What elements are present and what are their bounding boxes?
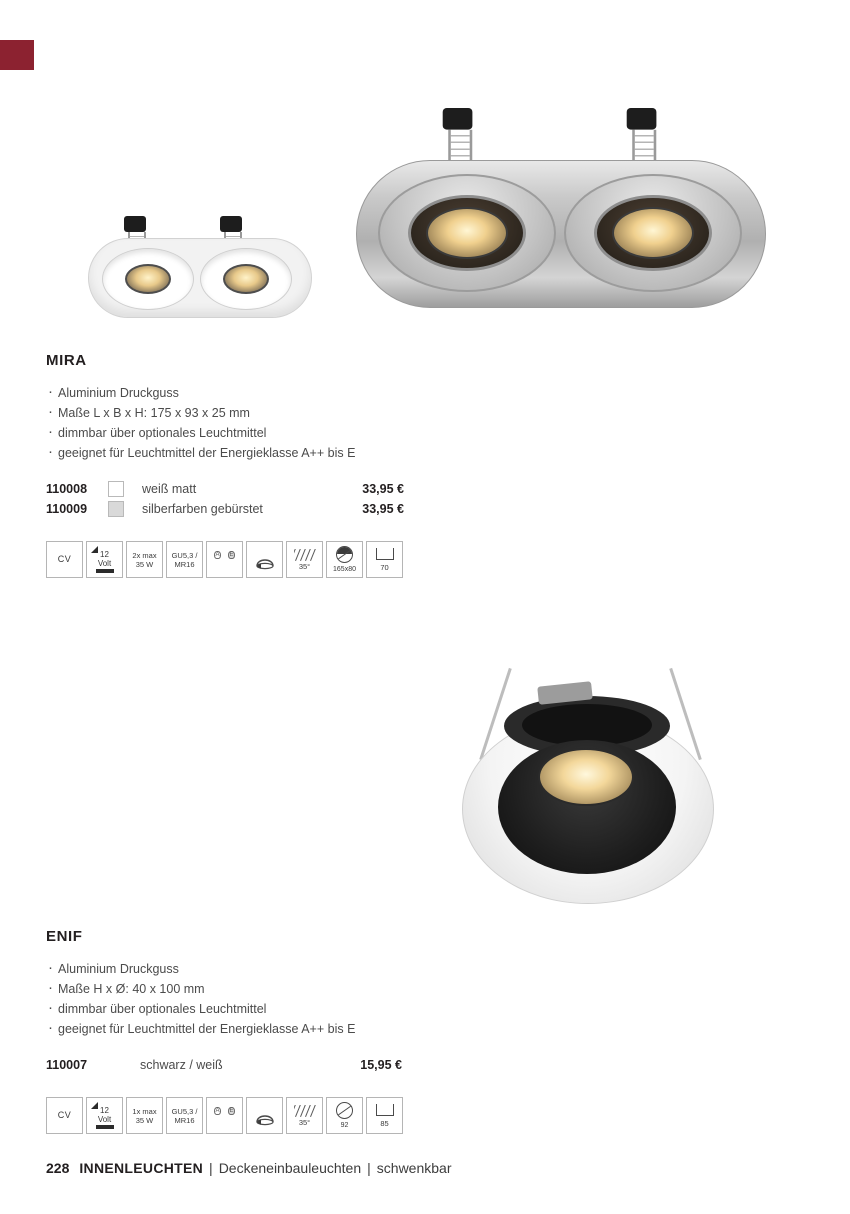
article-number: 110008: [46, 482, 88, 496]
cutout-value: 92: [340, 1121, 349, 1129]
variant-price: 33,95 €: [362, 502, 404, 516]
table-row[interactable]: [46, 479, 406, 499]
socket-line-1: GU5,3 /: [171, 550, 198, 560]
page-footer: [46, 1160, 451, 1176]
product-block-enif: [46, 928, 406, 1134]
table-row[interactable]: [46, 499, 406, 519]
variant-name: schwarz / weiß: [140, 1058, 223, 1072]
constant-voltage-icon: CV: [46, 541, 83, 578]
footer-separator-2: |: [367, 1160, 371, 1176]
page-number: 228: [46, 1160, 70, 1176]
voltage-icon: [86, 541, 123, 578]
product-image-enif: [452, 648, 732, 916]
swivel-icon: [246, 541, 283, 578]
feature-item: · Aluminium Druckguss: [46, 383, 406, 403]
energy-class-e: E: [229, 1107, 234, 1114]
socket-line-2: MR16: [174, 559, 195, 569]
product-image-mira-silver: [356, 100, 776, 326]
product-block-mira: [46, 352, 406, 578]
socket-type-icon: [166, 1097, 203, 1134]
wattage-value: 35 W: [135, 1115, 154, 1125]
feature-item: · Maße H x Ø: 40 x 100 mm: [46, 979, 406, 999]
product-feature-list: [46, 383, 406, 463]
footer-separator-1: |: [209, 1160, 213, 1176]
beam-angle-icon: [286, 541, 323, 578]
recess-depth-value: 85: [380, 1118, 389, 1128]
socket-line-2: MR16: [174, 1115, 195, 1125]
product-title: ENIF: [46, 928, 83, 945]
article-number: 110007: [46, 1058, 88, 1072]
feature-item: · Maße L x B x H: 175 x 93 x 25 mm: [46, 403, 406, 423]
beam-angle-icon: [286, 1097, 323, 1134]
energy-class-icon: [206, 541, 243, 578]
article-number: 110009: [46, 502, 88, 516]
feature-item: · dimmbar über optionales Leuchtmittel: [46, 999, 406, 1019]
spec-icon-strip: [46, 1097, 406, 1134]
socket-type-icon: [166, 541, 203, 578]
energy-class-a: A: [215, 551, 220, 558]
socket-line-1: GU5,3 /: [171, 1106, 198, 1116]
cutout-value: 165x80: [333, 565, 356, 573]
wattage-count: 1x max: [132, 1106, 157, 1116]
wattage-value: 35 W: [135, 559, 154, 569]
swivel-icon: [246, 1097, 283, 1134]
voltage-unit: Volt: [97, 1115, 112, 1124]
feature-item: · geeignet für Leuchtmittel der Energieklasse A++ bis E: [46, 1019, 406, 1039]
color-swatch: [108, 481, 124, 497]
voltage-value: 12: [100, 550, 109, 559]
wattage-icon: [126, 1097, 163, 1134]
variant-name: weiß matt: [142, 482, 197, 496]
voltage-value: 12: [100, 1106, 109, 1115]
cutout-icon: [326, 1097, 363, 1134]
energy-class-e: E: [229, 551, 234, 558]
table-row[interactable]: [46, 1055, 406, 1075]
variant-price: 33,95 €: [362, 482, 404, 496]
feature-item: · Aluminium Druckguss: [46, 959, 406, 979]
product-image-mira-white: [88, 196, 328, 331]
beam-angle-value: 35°: [298, 561, 311, 571]
bolt-arrow-icon: [91, 1102, 98, 1109]
voltage-icon: [86, 1097, 123, 1134]
wattage-count: 2x max: [132, 550, 157, 560]
bulb-icon: [212, 1105, 224, 1127]
bulb-icon: [226, 1105, 238, 1127]
voltage-unit: Volt: [97, 559, 112, 568]
variant-table: [46, 1055, 406, 1075]
footer-category: INNENLEUCHTEN: [79, 1160, 204, 1176]
product-title: MIRA: [46, 352, 87, 369]
color-swatch: [108, 501, 124, 517]
energy-class-icon: [206, 1097, 243, 1134]
spec-icon-strip: [46, 541, 406, 578]
constant-voltage-icon: CV: [46, 1097, 83, 1134]
feature-item: · dimmbar über optionales Leuchtmittel: [46, 423, 406, 443]
product-feature-list: [46, 959, 406, 1039]
cutout-icon: [326, 541, 363, 578]
footer-subcategory-2: schwenkbar: [376, 1160, 452, 1176]
bulb-icon: [212, 549, 224, 571]
color-swatch: [108, 1058, 122, 1072]
energy-class-a: A: [215, 1107, 220, 1114]
page-corner-marker: [0, 40, 34, 70]
bolt-arrow-icon: [91, 546, 98, 553]
recess-depth-icon: [366, 541, 403, 578]
variant-name: silberfarben gebürstet: [142, 502, 263, 516]
feature-item: · geeignet für Leuchtmittel der Energieklasse A++ bis E: [46, 443, 406, 463]
footer-subcategory-1: Deckeneinbauleuchten: [218, 1160, 362, 1176]
variant-table: [46, 479, 406, 519]
beam-angle-value: 35°: [298, 1117, 311, 1127]
wattage-icon: [126, 541, 163, 578]
recess-depth-icon: [366, 1097, 403, 1134]
bulb-icon: [226, 549, 238, 571]
recess-depth-value: 70: [380, 562, 389, 572]
variant-price: 15,95 €: [360, 1058, 402, 1072]
